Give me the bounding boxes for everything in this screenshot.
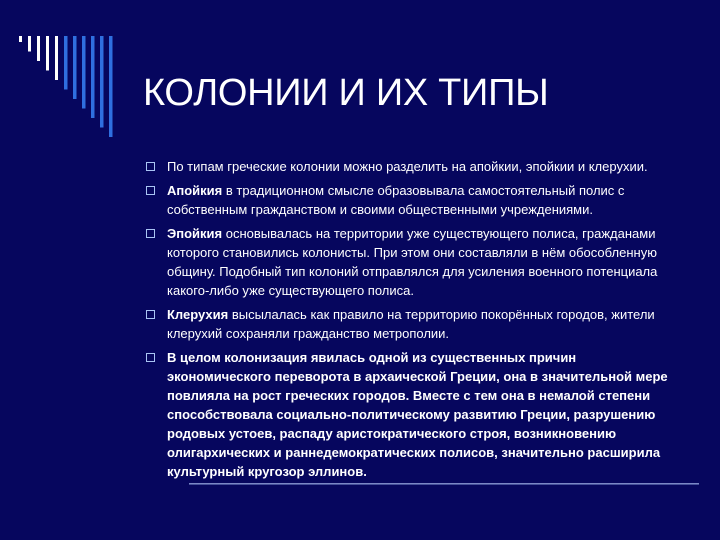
stripe-line	[91, 36, 95, 118]
list-item	[146, 181, 678, 219]
bottom-divider	[189, 483, 699, 485]
square-bullet-icon	[146, 229, 155, 238]
stripe-line	[19, 36, 22, 42]
stripe-line	[109, 36, 113, 137]
square-bullet-icon	[146, 186, 155, 195]
square-bullet-icon	[146, 162, 155, 171]
item-text: в традиционном смысле образовывала самостоятельный полис с собственным гражданством и своими общественными учреждениями.	[167, 183, 625, 217]
term-label: Апойкия	[167, 183, 223, 198]
stripe-line	[28, 36, 31, 52]
stripe-line	[82, 36, 86, 109]
slide-title: КОЛОНИИ И ИХ ТИПЫ	[143, 72, 549, 114]
list-item	[146, 348, 678, 481]
square-bullet-icon	[146, 310, 155, 319]
square-bullet-icon	[146, 353, 155, 362]
stripe-line	[64, 36, 68, 90]
stripe-line	[73, 36, 77, 99]
list-item	[146, 224, 678, 300]
item-text: В целом колонизация явилась одной из существенных причин экономического переворота в архаической Греции, она в значительной мере повлияла на рост греческих городов. Вместе с тем она в немалой степени способствовала социально-политическому развитию Греции, разрушению родовых устоев, распаду аристократического строя, возникновению олигархических и раннедемократических полисов, значительно расширила культурный кругозор эллинов.	[167, 350, 668, 479]
item-text: высылалась как правило на территорию покорённых городов, жители клерухий сохраняли гражданство метрополии.	[167, 307, 655, 341]
list-item	[146, 157, 678, 176]
list-item	[146, 305, 678, 343]
stripe-line	[37, 36, 40, 61]
item-text: По типам греческие колонии можно разделить на апойкии, эпойкии и клерухии.	[167, 159, 648, 174]
item-text: основывалась на территории уже существующего полиса, гражданами которого становились колонисты. При этом они составляли в нём обособленную общину. Подобный тип колоний отправлялся для усиления военного потенциала какого-либо уже существующего полиса.	[167, 226, 658, 298]
stripe-line	[100, 36, 104, 128]
decorative-stripes	[0, 0, 130, 150]
term-label: Эпойкия	[167, 226, 223, 241]
bullet-list	[146, 157, 678, 486]
term-label: Клерухия	[167, 307, 229, 322]
stripe-line	[46, 36, 49, 71]
stripe-line	[55, 36, 58, 80]
